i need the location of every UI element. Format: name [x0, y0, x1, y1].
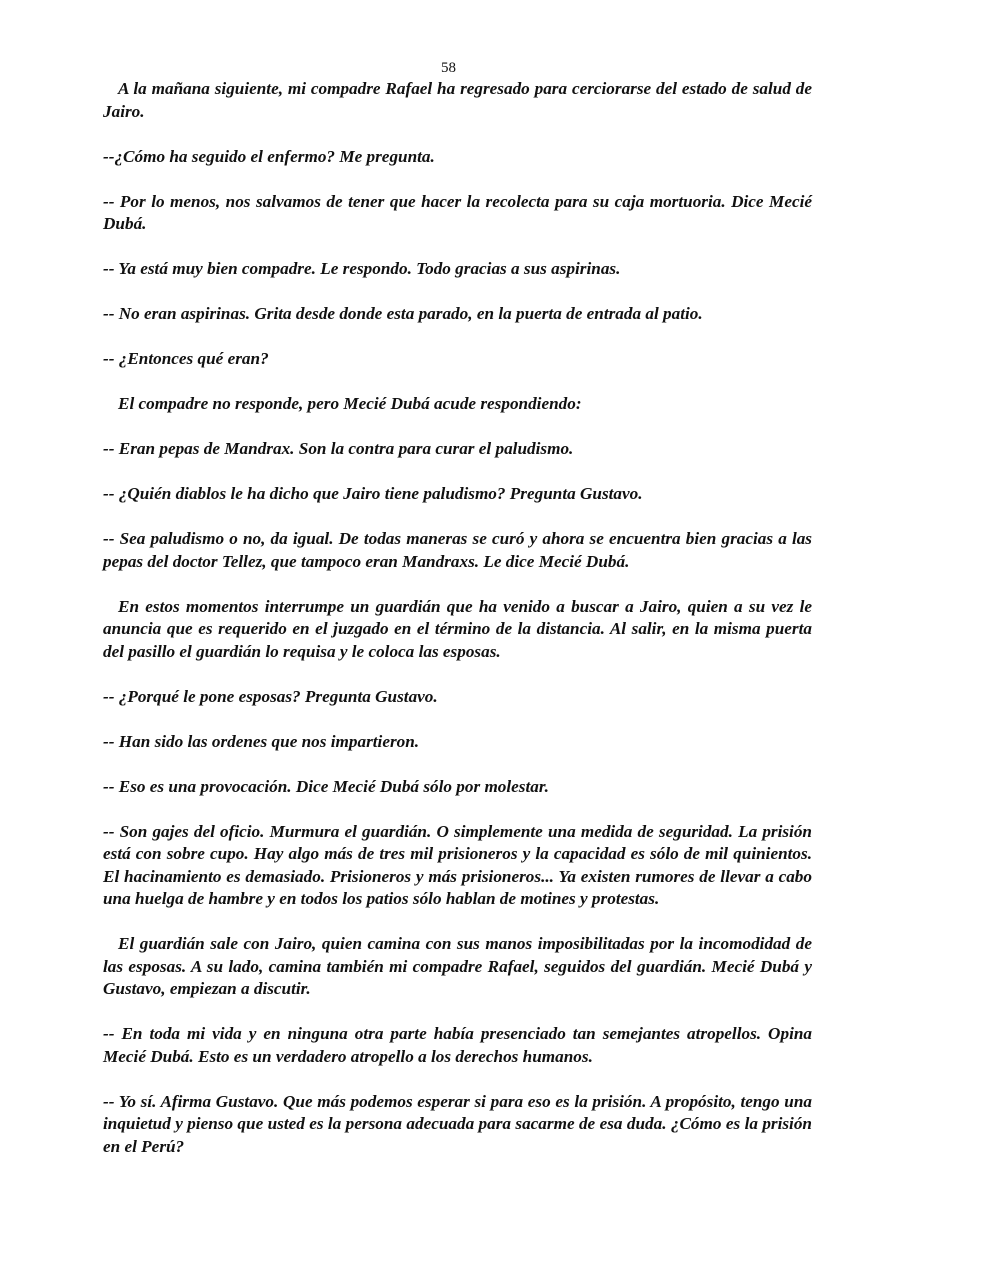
paragraph: A la mañana siguiente, mi compadre Rafael ha regresado para cerciorarse del estado de salud de Jairo. — [103, 79, 812, 121]
paragraph: -- ¿Entonces qué eran? — [103, 349, 269, 368]
paragraph: -- Yo sí. Afirma Gustavo. Que más podemos esperar si para eso es la prisión. A propósito, tengo una inquietud y pienso que usted es la persona adecuada para sacarme de esa duda. ¿Cómo es la prisión en el Perú? — [103, 1091, 812, 1156]
document-page — [103, 58, 812, 1181]
paragraph: -- No eran aspirinas. Grita desde donde esta parado, en la puerta de entrada al patio. — [103, 304, 703, 323]
paragraph: El guardián sale con Jairo, quien camina con sus manos imposibilitadas por la incomodidad de las esposas. A su lado, camina también mi compadre Rafael, seguidos del guardián. Mecié Dubá y Gustavo, empiezan a discutir. — [103, 934, 812, 998]
paragraph: -- Por lo menos, nos salvamos de tener que hacer la recolecta para su caja mortuoria. Dice Mecié Dubá. — [103, 191, 812, 233]
paragraph: En estos momentos interrumpe un guardián que ha venido a buscar a Jairo, quien a su vez le anuncia que es requerido en el juzgado en el término de la distancia. Al salir, en la misma puerta del pasillo el guardián lo requisa y le coloca las esposas. — [103, 596, 812, 661]
paragraph: -- En toda mi vida y en ninguna otra parte había presenciado tan semejantes atropellos. Opina Mecié Dubá. Esto es un verdadero atropello a los derechos humanos. — [103, 1024, 812, 1066]
paragraph: -- ¿Porqué le pone esposas? Pregunta Gustavo. — [103, 686, 438, 706]
page-number: 58 — [441, 60, 456, 76]
paragraph: -- Eso es una provocación. Dice Mecié Dubá sólo por molestar. — [103, 776, 549, 796]
paragraph: -- Son gajes del oficio. Murmura el guardián. O simplemente una medida de seguridad. La prisión está con sobre cupo. Hay algo más de tres mil prisioneros y la capacidad es sólo de mil quinientos. El hacinamiento es demasiado. Prisioneros y más prisioneros... Ya existen rumores de llevar a cabo una huelga de hambre y en todos los patios sólo hablan de motines y protestas. — [103, 821, 812, 908]
paragraph: El compadre no responde, pero Mecié Dubá acude respondiendo: — [118, 394, 582, 413]
paragraph: --¿Cómo ha seguido el enfermo? Me pregunta. — [103, 146, 435, 166]
paragraph: -- Eran pepas de Mandrax. Son la contra para curar el paludismo. — [103, 439, 574, 458]
body-text — [103, 78, 812, 1158]
paragraph: -- Han sido las ordenes que nos impartieron. — [103, 731, 420, 751]
paragraph: -- ¿Quién diablos le ha dicho que Jairo tiene paludismo? Pregunta Gustavo. — [103, 484, 643, 503]
paragraph: -- Ya está muy bien compadre. Le respondo. Todo gracias a sus aspirinas. — [103, 259, 621, 278]
paragraph: -- Sea paludismo o no, da igual. De todas maneras se curó y ahora se encuentra bien gracias a las pepas del doctor Tellez, que tampoco eran Mandraxs. Le dice Mecié Dubá. — [103, 529, 812, 571]
